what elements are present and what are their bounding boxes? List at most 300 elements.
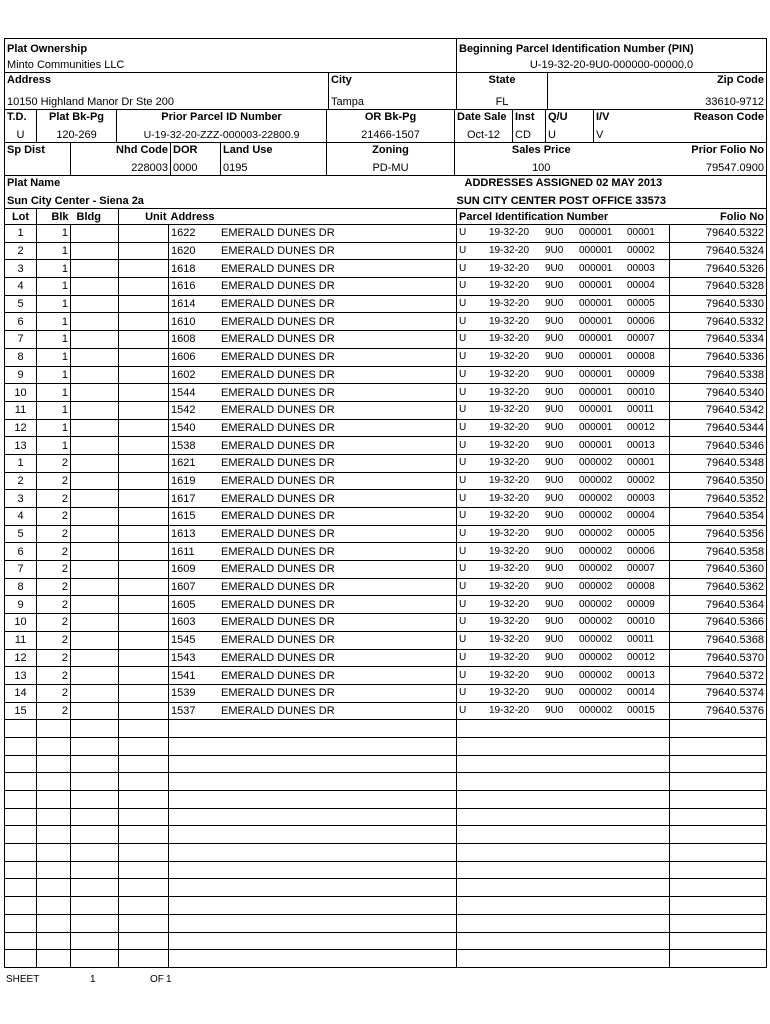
iv-value <box>594 124 767 142</box>
parcel-lot: 00011 <box>627 404 655 416</box>
unit-cell <box>119 720 169 738</box>
blk-cell <box>37 737 71 755</box>
lot-cell <box>5 861 37 879</box>
unit-cell <box>119 242 169 260</box>
lot-cell: 5 <box>5 525 37 543</box>
house-number: 1540 <box>171 421 196 434</box>
house-number: 1606 <box>171 351 196 364</box>
house-number: 1617 <box>171 492 196 505</box>
address-cell <box>169 348 457 366</box>
house-number: 1614 <box>171 298 196 311</box>
street-name: EMERALD DUNES DR <box>221 227 335 240</box>
folio-cell: 79640.5324 <box>670 242 767 260</box>
blk-cell <box>37 897 71 915</box>
parcel-sub: 9U0 <box>545 368 564 380</box>
parcel-township: U <box>459 457 467 469</box>
unit-cell <box>119 419 169 437</box>
parcel-cell <box>457 631 670 649</box>
parcel-sub: 9U0 <box>545 351 564 363</box>
unit-cell <box>119 932 169 950</box>
parcel-lot: 00002 <box>627 474 655 486</box>
parcel-block: 000002 <box>579 704 613 716</box>
lot-cell <box>5 773 37 791</box>
address-cell <box>169 773 457 791</box>
address-cell <box>169 437 457 455</box>
parcel-block: 000001 <box>579 227 613 239</box>
folio-cell: 79640.5340 <box>670 384 767 402</box>
date-sale-label: Date Sale <box>455 110 513 125</box>
parcel-lot: 00013 <box>627 669 655 681</box>
col-unit: Unit <box>119 209 169 225</box>
folio-cell: 79640.5348 <box>670 454 767 472</box>
table-row <box>5 844 767 862</box>
parcel-sub: 9U0 <box>545 634 564 646</box>
parcel-lot: 00003 <box>627 262 655 274</box>
address-cell <box>169 366 457 384</box>
address-cell <box>169 472 457 490</box>
city-value: Tampa <box>329 87 457 109</box>
bldg-cell <box>71 401 119 419</box>
address-cell <box>169 808 457 826</box>
col-folio: Folio No <box>670 209 767 225</box>
blk-cell: 2 <box>37 454 71 472</box>
bldg-cell <box>71 384 119 402</box>
address-cell <box>169 950 457 968</box>
lot-cell: 4 <box>5 508 37 526</box>
street-name: EMERALD DUNES DR <box>221 351 335 364</box>
street-name: EMERALD DUNES DR <box>221 634 335 647</box>
unit-cell <box>119 667 169 685</box>
parcel-sub: 9U0 <box>545 528 564 540</box>
parcel-section: 19-32-20 <box>489 704 530 716</box>
folio-cell: 79640.5354 <box>670 508 767 526</box>
iv-label: I/V <box>596 111 610 123</box>
table-row <box>5 242 767 260</box>
parcel-township: U <box>459 404 467 416</box>
bldg-cell <box>71 472 119 490</box>
or-bkpg-value: 21466-1507 <box>327 124 455 142</box>
street-name: EMERALD DUNES DR <box>221 581 335 594</box>
parcel-cell <box>457 543 670 561</box>
parcel-sub: 9U0 <box>545 227 564 239</box>
lot-cell <box>5 950 37 968</box>
parcel-lot: 00011 <box>627 634 655 646</box>
sheet-label: SHEET <box>6 974 40 985</box>
blk-cell <box>37 932 71 950</box>
bldg-cell <box>71 596 119 614</box>
address-value: 10150 Highland Manor Dr Ste 200 <box>5 87 329 109</box>
parcel-lot: 00010 <box>627 386 655 398</box>
blk-cell: 1 <box>37 401 71 419</box>
folio-cell: 79640.5368 <box>670 631 767 649</box>
blk-cell: 1 <box>37 437 71 455</box>
house-number: 1538 <box>171 439 196 452</box>
bldg-cell <box>71 720 119 738</box>
parcel-section: 19-32-20 <box>489 245 530 257</box>
blk-cell: 2 <box>37 631 71 649</box>
bldg-cell <box>71 278 119 296</box>
parcel-block: 000002 <box>579 492 613 504</box>
street-name: EMERALD DUNES DR <box>221 368 335 381</box>
lots-table <box>4 208 767 968</box>
street-name: EMERALD DUNES DR <box>221 404 335 417</box>
parcel-block: 000001 <box>579 439 613 451</box>
parcel-sub: 9U0 <box>545 669 564 681</box>
bldg-cell <box>71 737 119 755</box>
lot-cell: 9 <box>5 366 37 384</box>
parcel-cell <box>457 897 670 915</box>
table-row <box>5 508 767 526</box>
house-number: 1616 <box>171 280 196 293</box>
parcel-cell <box>457 596 670 614</box>
unit-cell <box>119 631 169 649</box>
plat-form <box>4 38 766 968</box>
folio-cell <box>670 737 767 755</box>
parcel-township: U <box>459 315 467 327</box>
house-number: 1622 <box>171 227 196 240</box>
lot-cell <box>5 720 37 738</box>
bldg-cell <box>71 295 119 313</box>
house-number: 1545 <box>171 634 196 647</box>
table-row <box>5 879 767 897</box>
iv-reason-label <box>594 110 767 125</box>
blk-cell <box>37 791 71 809</box>
parcel-block: 000001 <box>579 404 613 416</box>
lot-cell: 6 <box>5 313 37 331</box>
folio-cell: 79640.5334 <box>670 331 767 349</box>
plat-ownership-label: Plat Ownership <box>5 39 457 59</box>
parcel-section: 19-32-20 <box>489 386 530 398</box>
parcel-lot: 00007 <box>627 563 655 575</box>
street-name: EMERALD DUNES DR <box>221 298 335 311</box>
parcel-township: U <box>459 492 467 504</box>
table-row <box>5 861 767 879</box>
bldg-cell <box>71 348 119 366</box>
unit-cell <box>119 543 169 561</box>
address-cell <box>169 561 457 579</box>
folio-cell: 79640.5352 <box>670 490 767 508</box>
parcel-section: 19-32-20 <box>489 581 530 593</box>
parcel-lot: 00004 <box>627 510 655 522</box>
plat-name-table <box>4 175 767 208</box>
folio-cell: 79640.5376 <box>670 702 767 720</box>
folio-cell: 79640.5342 <box>670 401 767 419</box>
unit-cell <box>119 578 169 596</box>
bldg-cell <box>71 525 119 543</box>
address-cell <box>169 419 457 437</box>
parcel-sub: 9U0 <box>545 386 564 398</box>
parcel-block: 000002 <box>579 651 613 663</box>
folio-cell: 79640.5370 <box>670 649 767 667</box>
parcel-township: U <box>459 704 467 716</box>
house-number: 1609 <box>171 563 196 576</box>
blk-cell: 1 <box>37 242 71 260</box>
parcel-township: U <box>459 421 467 433</box>
parcel-section: 19-32-20 <box>489 598 530 610</box>
table-row <box>5 295 767 313</box>
parcel-cell <box>457 879 670 897</box>
parcel-township: U <box>459 298 467 310</box>
parcel-lot: 00009 <box>627 598 655 610</box>
bldg-cell <box>71 260 119 278</box>
street-name: EMERALD DUNES DR <box>221 528 335 541</box>
folio-cell <box>670 879 767 897</box>
blk-cell: 2 <box>37 596 71 614</box>
house-number: 1603 <box>171 616 196 629</box>
parcel-cell <box>457 578 670 596</box>
parcel-lot: 00005 <box>627 298 655 310</box>
lot-cell <box>5 844 37 862</box>
prior-folio-label: Prior Folio No <box>628 143 767 158</box>
parcel-township: U <box>459 545 467 557</box>
parcel-cell <box>457 861 670 879</box>
folio-cell: 79640.5346 <box>670 437 767 455</box>
table-row <box>5 472 767 490</box>
unit-cell <box>119 490 169 508</box>
col-lot: Lot <box>5 209 37 225</box>
lot-cell <box>5 879 37 897</box>
lot-cell: 7 <box>5 561 37 579</box>
lot-cell: 11 <box>5 631 37 649</box>
sheet-footer <box>6 974 172 985</box>
parcel-lot: 00015 <box>627 704 655 716</box>
table-row <box>5 454 767 472</box>
street-name: EMERALD DUNES DR <box>221 669 335 682</box>
parcel-township: U <box>459 245 467 257</box>
lot-cell <box>5 791 37 809</box>
blk-cell: 1 <box>37 295 71 313</box>
parcel-township: U <box>459 333 467 345</box>
address-cell <box>169 737 457 755</box>
parcel-township: U <box>459 528 467 540</box>
prior-parcel-label: Prior Parcel ID Number <box>117 110 327 125</box>
address-cell <box>169 260 457 278</box>
house-number: 1605 <box>171 598 196 611</box>
lot-cell: 2 <box>5 242 37 260</box>
bldg-cell <box>71 773 119 791</box>
blk-cell: 2 <box>37 667 71 685</box>
district-table <box>4 142 767 175</box>
table-row <box>5 366 767 384</box>
sales-price-label: Sales Price <box>455 143 628 158</box>
table-row <box>5 808 767 826</box>
parcel-block: 000001 <box>579 386 613 398</box>
blk-cell <box>37 755 71 773</box>
parcel-lot: 00008 <box>627 351 655 363</box>
sheet-number: 1 <box>90 974 96 985</box>
bldg-cell <box>71 808 119 826</box>
parcel-section: 19-32-20 <box>489 315 530 327</box>
parcel-cell <box>457 419 670 437</box>
blk-cell: 2 <box>37 525 71 543</box>
bldg-cell <box>71 578 119 596</box>
unit-cell <box>119 225 169 243</box>
street-name: EMERALD DUNES DR <box>221 333 335 346</box>
unit-cell <box>119 844 169 862</box>
bldg-cell <box>71 667 119 685</box>
unit-cell <box>119 525 169 543</box>
state-value: FL <box>457 87 548 109</box>
lot-cell: 8 <box>5 578 37 596</box>
parcel-lot: 00006 <box>627 315 655 327</box>
lot-cell: 10 <box>5 614 37 632</box>
parcel-lot: 00002 <box>627 245 655 257</box>
parcel-sub: 9U0 <box>545 616 564 628</box>
lot-cell: 8 <box>5 348 37 366</box>
parcel-sub: 9U0 <box>545 687 564 699</box>
address-cell <box>169 490 457 508</box>
parcel-cell <box>457 313 670 331</box>
parcel-township: U <box>459 598 467 610</box>
lot-cell: 3 <box>5 490 37 508</box>
plat-name-value: Sun City Center - Siena 2a <box>7 195 144 207</box>
table-row <box>5 720 767 738</box>
parcel-block: 000001 <box>579 262 613 274</box>
table-row <box>5 773 767 791</box>
unit-cell <box>119 366 169 384</box>
house-number: 1613 <box>171 528 196 541</box>
table-row <box>5 331 767 349</box>
address-cell <box>169 844 457 862</box>
unit-cell <box>119 808 169 826</box>
address-cell <box>169 401 457 419</box>
folio-cell: 79640.5358 <box>670 543 767 561</box>
street-name: EMERALD DUNES DR <box>221 280 335 293</box>
nhd-value: 228003 <box>71 157 171 175</box>
folio-cell <box>670 844 767 862</box>
zoning-label: Zoning <box>327 143 455 158</box>
pin-label: Beginning Parcel Identification Number (PIN) <box>459 43 694 55</box>
table-row <box>5 578 767 596</box>
folio-cell: 79640.5374 <box>670 684 767 702</box>
table-row <box>5 437 767 455</box>
street-name: EMERALD DUNES DR <box>221 421 335 434</box>
lot-cell: 9 <box>5 596 37 614</box>
lot-cell: 6 <box>5 543 37 561</box>
blk-cell: 1 <box>37 278 71 296</box>
parcel-cell <box>457 791 670 809</box>
lot-cell <box>5 826 37 844</box>
address-cell <box>169 384 457 402</box>
parcel-block: 000002 <box>579 669 613 681</box>
address-cell <box>169 508 457 526</box>
folio-cell: 79640.5326 <box>670 260 767 278</box>
blk-cell <box>37 826 71 844</box>
bldg-cell <box>71 702 119 720</box>
unit-cell <box>119 773 169 791</box>
table-row <box>5 914 767 932</box>
folio-cell: 79640.5364 <box>670 596 767 614</box>
parcel-section: 19-32-20 <box>489 669 530 681</box>
addresses-assigned: ADDRESSES ASSIGNED 02 MAY 2013 <box>455 176 767 191</box>
parcel-block: 000002 <box>579 598 613 610</box>
zip-label: Zip Code <box>548 73 767 88</box>
folio-cell: 79640.5366 <box>670 614 767 632</box>
blk-cell: 2 <box>37 472 71 490</box>
table-row <box>5 631 767 649</box>
unit-cell <box>119 384 169 402</box>
street-name: EMERALD DUNES DR <box>221 439 335 452</box>
blk-cell: 1 <box>37 384 71 402</box>
folio-cell <box>670 897 767 915</box>
house-number: 1539 <box>171 687 196 700</box>
parcel-sub: 9U0 <box>545 704 564 716</box>
address-cell <box>169 578 457 596</box>
address-cell <box>169 225 457 243</box>
folio-cell <box>670 861 767 879</box>
sales-price-value: 100 <box>532 162 551 174</box>
folio-cell <box>670 755 767 773</box>
parcel-block: 000002 <box>579 581 613 593</box>
table-row <box>5 490 767 508</box>
table-row <box>5 419 767 437</box>
parcel-lot: 00007 <box>627 333 655 345</box>
unit-cell <box>119 401 169 419</box>
parcel-cell <box>457 490 670 508</box>
unit-cell <box>119 702 169 720</box>
parcel-cell <box>457 737 670 755</box>
parcel-section: 19-32-20 <box>489 634 530 646</box>
lot-cell: 15 <box>5 702 37 720</box>
table-row <box>5 401 767 419</box>
blk-cell <box>37 773 71 791</box>
blk-cell <box>37 879 71 897</box>
plat-bkpg-label: Plat Bk-Pg <box>37 110 117 125</box>
lot-cell: 11 <box>5 401 37 419</box>
address-cell <box>169 702 457 720</box>
table-row <box>5 950 767 968</box>
parcel-lot: 00005 <box>627 528 655 540</box>
parcel-section: 19-32-20 <box>489 227 530 239</box>
address-cell <box>169 879 457 897</box>
table-row <box>5 791 767 809</box>
street-name: EMERALD DUNES DR <box>221 598 335 611</box>
folio-cell: 79640.5336 <box>670 348 767 366</box>
street-name: EMERALD DUNES DR <box>221 651 335 664</box>
bldg-cell <box>71 331 119 349</box>
land-use-value: 0195 <box>221 157 327 175</box>
of-label: OF <box>150 974 164 985</box>
parcel-section: 19-32-20 <box>489 474 530 486</box>
unit-cell <box>119 861 169 879</box>
address-cell <box>169 791 457 809</box>
table-row <box>5 543 767 561</box>
parcel-lot: 00014 <box>627 687 655 699</box>
col-bldg: Bldg <box>71 209 119 225</box>
table-row <box>5 667 767 685</box>
table-row <box>5 348 767 366</box>
folio-cell: 79640.5322 <box>670 225 767 243</box>
sp-dist-label: Sp Dist <box>5 143 71 158</box>
blk-cell <box>37 844 71 862</box>
plat-bkpg-value: 120-269 <box>37 124 117 142</box>
parcel-block: 000001 <box>579 333 613 345</box>
unit-cell <box>119 260 169 278</box>
parcel-lot: 00001 <box>627 457 655 469</box>
unit-cell <box>119 561 169 579</box>
folio-cell: 79640.5356 <box>670 525 767 543</box>
address-cell <box>169 932 457 950</box>
blk-cell: 1 <box>37 225 71 243</box>
parcel-sub: 9U0 <box>545 298 564 310</box>
street-name: EMERALD DUNES DR <box>221 492 335 505</box>
bldg-cell <box>71 366 119 384</box>
parcel-lot: 00001 <box>627 227 655 239</box>
td-value: U <box>5 124 37 142</box>
lot-cell: 1 <box>5 454 37 472</box>
folio-cell <box>670 826 767 844</box>
parcel-block: 000002 <box>579 474 613 486</box>
